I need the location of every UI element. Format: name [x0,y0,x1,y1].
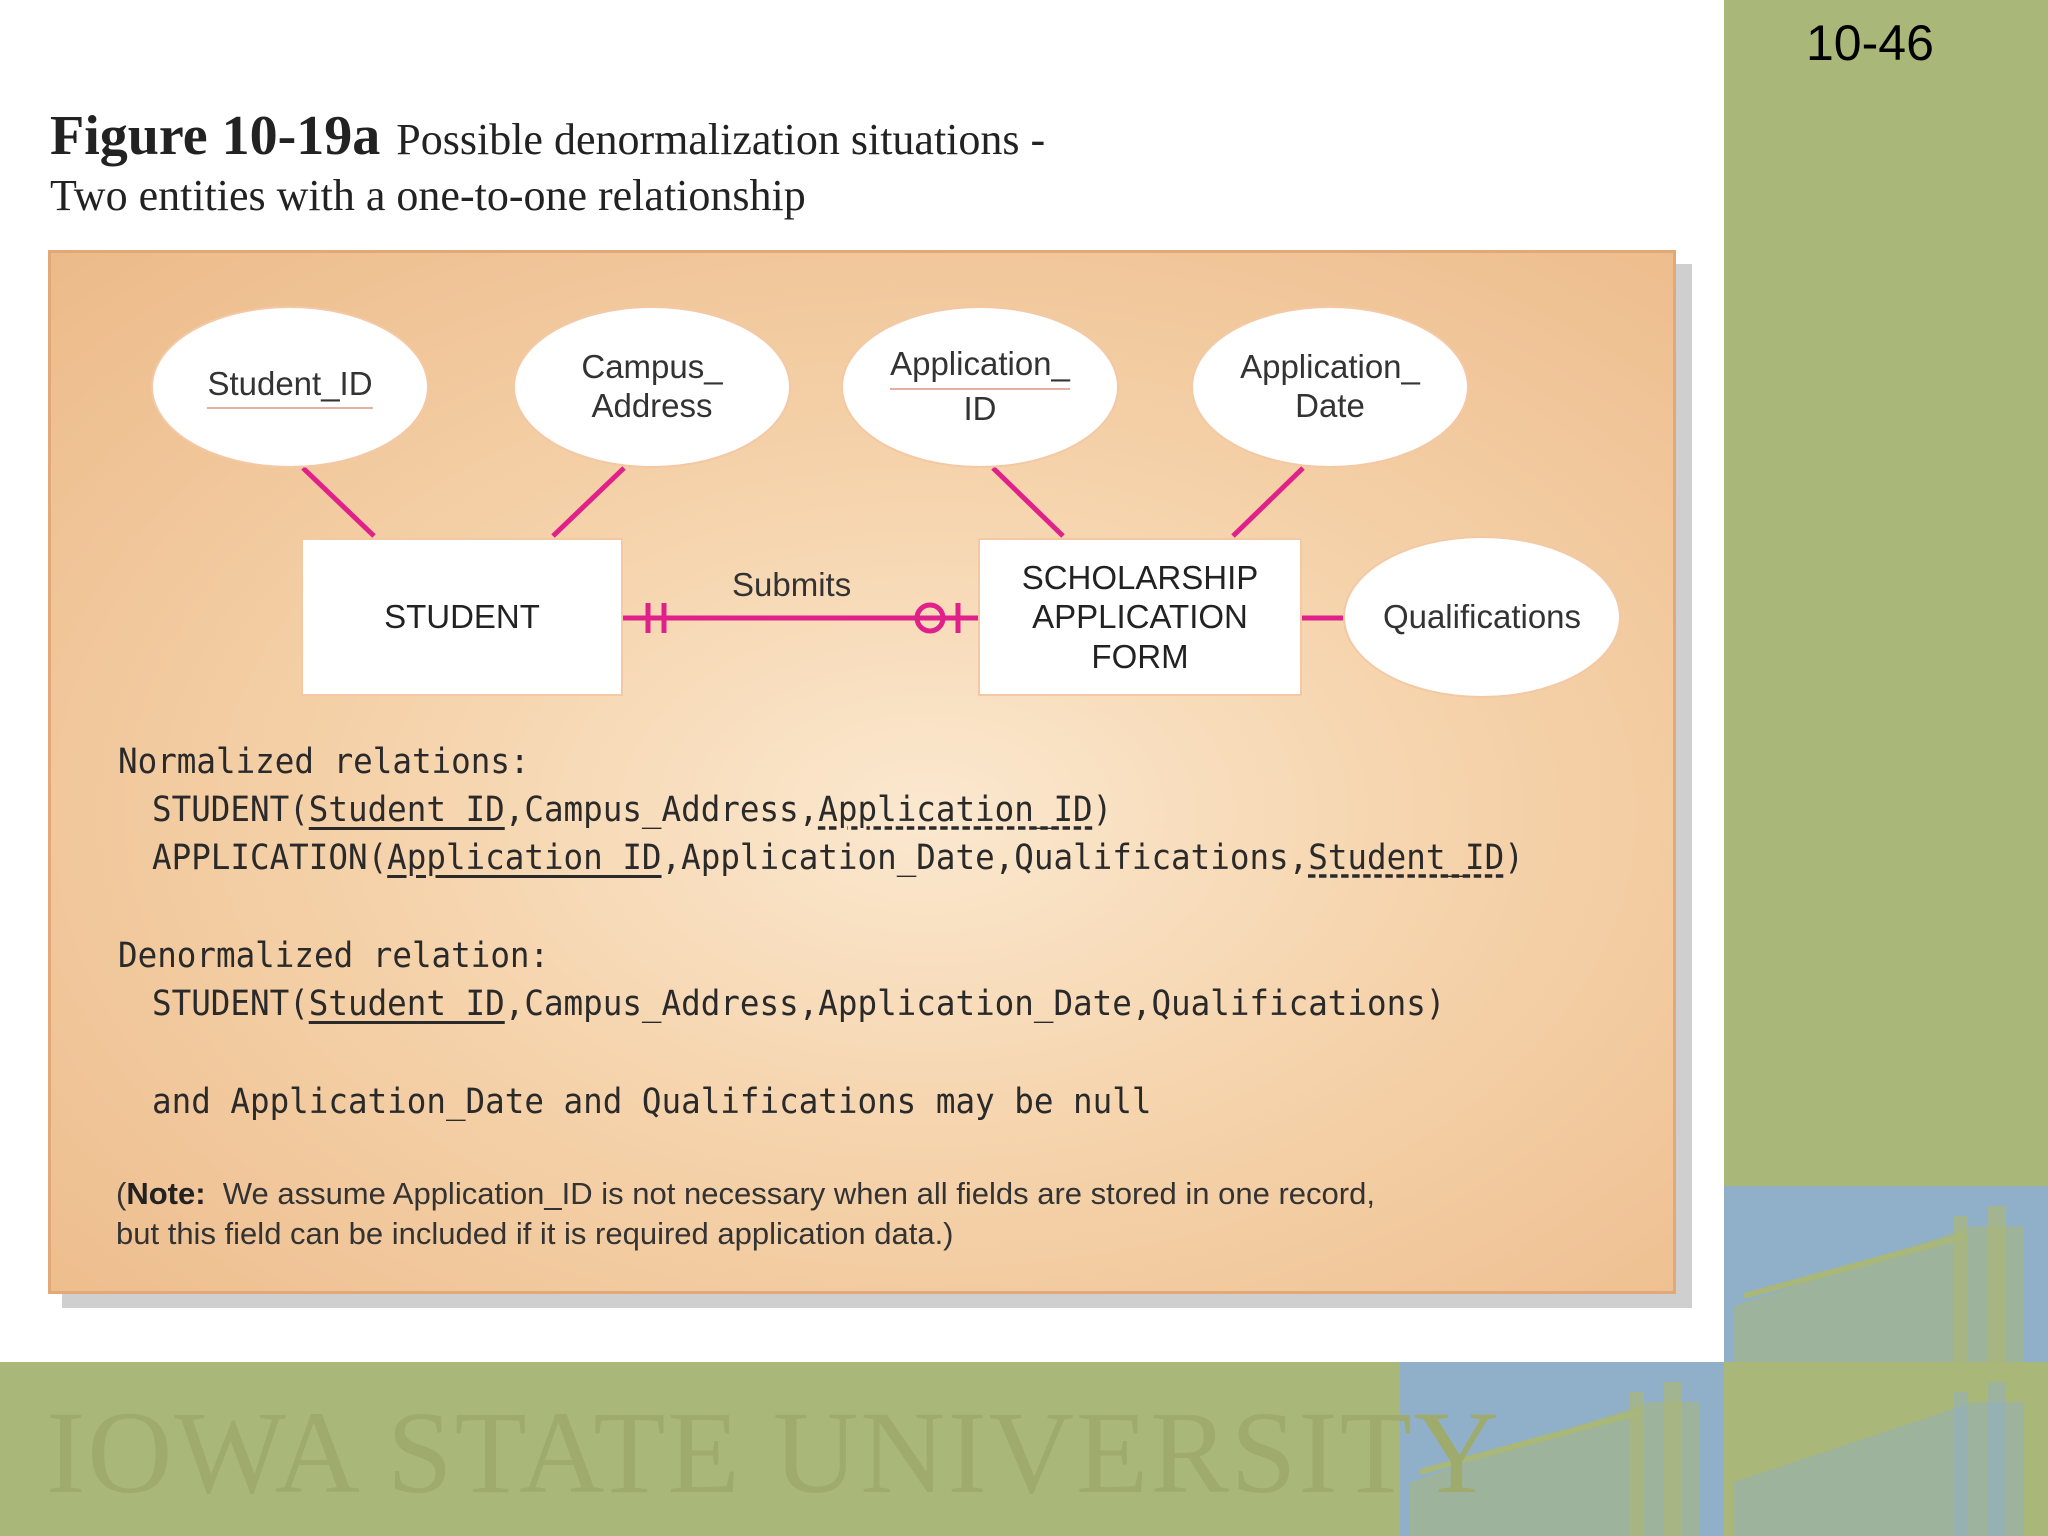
assumption-note: (Note: We assume Application_ID is not necessary when all fields are stored in one record, but this field can be included if it is required application data.) [116,1176,1375,1251]
figure-caption: Possible denormalization situations - [396,115,1046,164]
attribute-qualifications: Qualifications [1343,536,1621,698]
entity-scholarship-application-form: SCHOLARSHIP APPLICATION FORM [978,538,1302,696]
foreign-key: Application_ID [818,790,1093,830]
figure-title [50,104,1045,168]
null-note: and Application_Date and Qualifications may be null [152,1082,1152,1122]
side-band [1724,0,2048,1362]
figure-subtitle: Two entities with a one-to-one relationship [50,171,806,220]
primary-key: Student_ID [308,984,505,1024]
attribute-campus-address: Campus_ Address [513,306,791,468]
normalized-student-relation: STUDENT(Student_ID,Campus_Address,Application_ID) [152,790,1113,830]
attribute-application-id: Application_ ID [841,306,1119,468]
attribute-application-date: Application_ Date [1191,306,1469,468]
denormalized-student-relation: STUDENT(Student_ID,Campus_Address,Application_Date,Qualifications) [152,984,1446,1024]
entity-student: STUDENT [301,538,623,696]
primary-key: Student_ID [308,790,505,830]
building-photo [1724,1186,2048,1362]
attribute-student-id: Student_ID [151,306,429,468]
normalized-heading: Normalized relations: [118,742,530,782]
denormalized-heading: Denormalized relation: [118,936,550,976]
building-photo-corner [1724,1362,2048,1536]
slide-number: 10-46 [1806,15,1934,71]
relationship-label-submits: Submits [732,566,852,603]
normalized-application-relation: APPLICATION(Application_ID,Application_Date,Qualifications,Student_ID) [152,838,1524,878]
figure-number: Figure 10-19a [50,105,381,167]
university-watermark: IOWA STATE UNIVERSITY [46,1387,1502,1518]
foreign-key: Student_ID [1308,838,1505,878]
primary-key: Application_ID [387,838,662,878]
